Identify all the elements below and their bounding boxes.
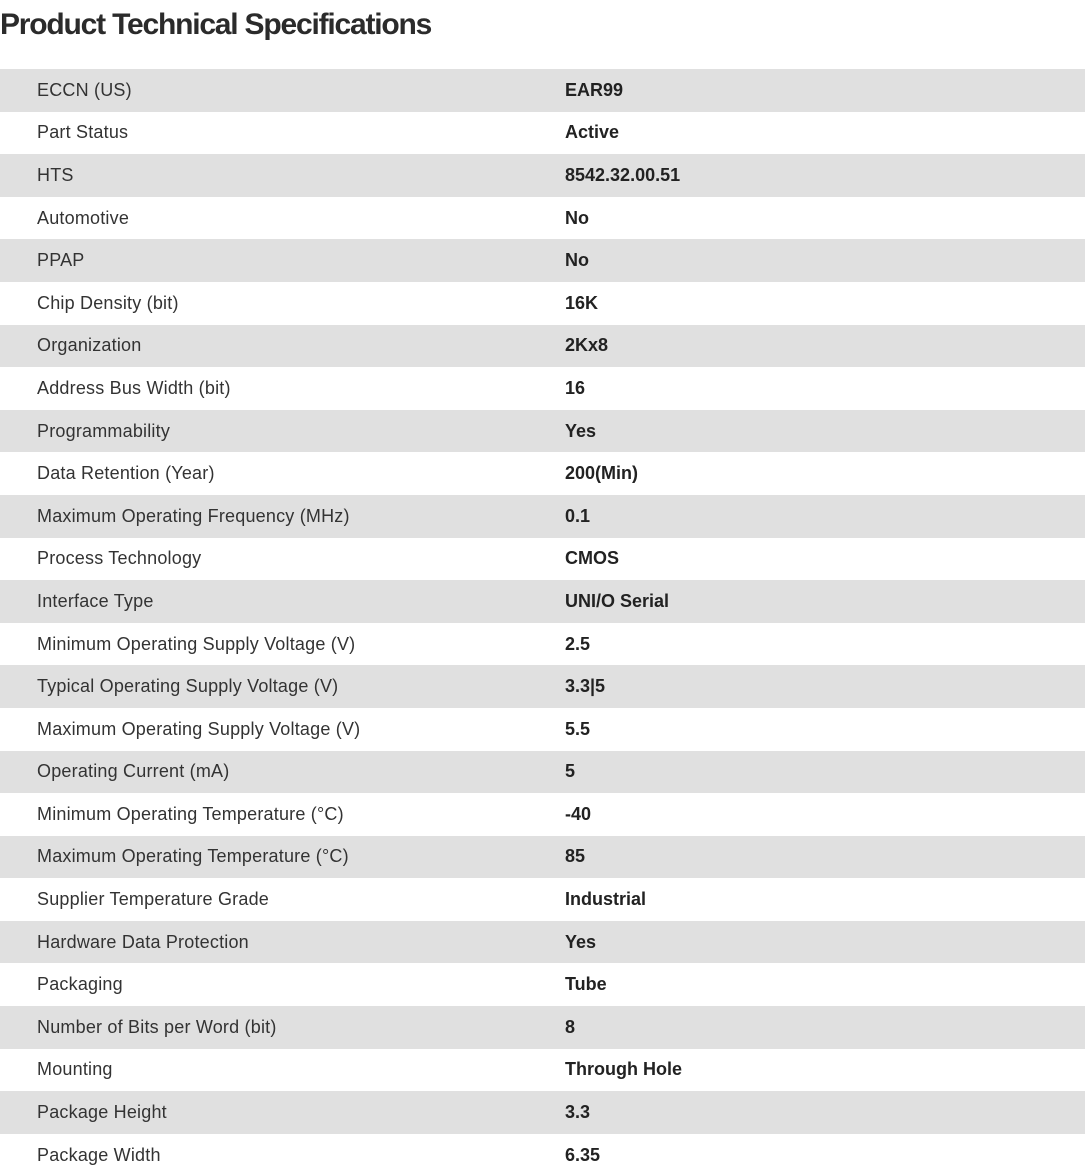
spec-value: 200(Min) [565, 463, 639, 484]
spec-value: 5 [565, 761, 576, 782]
spec-value: 3.3|5 [565, 676, 606, 697]
spec-label: Chip Density (bit) [37, 292, 179, 313]
spec-label: Number of Bits per Word (bit) [37, 1016, 277, 1037]
spec-value: 16K [565, 292, 599, 313]
spec-row [0, 410, 1085, 453]
spec-row [0, 197, 1085, 240]
spec-label: Typical Operating Supply Voltage (V) [37, 676, 339, 697]
spec-row [0, 751, 1085, 794]
spec-label: Process Technology [37, 548, 202, 569]
spec-value: 8542.32.00.51 [565, 164, 681, 185]
spec-row [0, 538, 1085, 581]
spec-row [0, 1049, 1085, 1092]
spec-label: Package Width [37, 1144, 161, 1165]
spec-row [0, 367, 1085, 410]
spec-label: Data Retention (Year) [37, 463, 215, 484]
spec-value: 2.5 [565, 633, 591, 654]
spec-row [0, 495, 1085, 538]
spec-value: Active [565, 122, 620, 143]
spec-row [0, 1091, 1085, 1134]
spec-value: 85 [565, 846, 586, 867]
spec-row [0, 452, 1085, 495]
spec-value: No [565, 250, 589, 271]
spec-value: 6.35 [565, 1144, 601, 1165]
spec-value: EAR99 [565, 79, 624, 100]
spec-row [0, 580, 1085, 623]
spec-label: Hardware Data Protection [37, 931, 249, 952]
spec-value: Through Hole [565, 1059, 682, 1080]
spec-row [0, 69, 1085, 112]
spec-label: Package Height [37, 1102, 167, 1123]
spec-label: Maximum Operating Temperature (°C) [37, 846, 349, 867]
spec-value: 3.3 [565, 1102, 591, 1123]
spec-label: Minimum Operating Supply Voltage (V) [37, 633, 356, 654]
spec-row [0, 1006, 1085, 1049]
spec-value: CMOS [565, 548, 619, 569]
spec-table [0, 69, 1085, 1176]
spec-value: 0.1 [565, 505, 591, 526]
spec-row [0, 623, 1085, 666]
spec-value: 8 [565, 1016, 576, 1037]
spec-value: Tube [565, 974, 607, 995]
spec-label: Supplier Temperature Grade [37, 889, 269, 910]
spec-label: Automotive [37, 207, 130, 228]
spec-row [0, 793, 1085, 836]
spec-value: Yes [565, 931, 597, 952]
spec-value: Industrial [565, 889, 647, 910]
spec-label: Organization [37, 335, 142, 356]
spec-row [0, 963, 1085, 1006]
spec-row [0, 282, 1085, 325]
spec-row [0, 836, 1085, 879]
spec-value: -40 [565, 803, 592, 824]
spec-value: No [565, 207, 589, 228]
spec-row [0, 708, 1085, 751]
spec-row [0, 239, 1085, 282]
spec-value: 16 [565, 377, 586, 398]
spec-value: 2Kx8 [565, 335, 609, 356]
spec-row [0, 112, 1085, 155]
spec-label: Interface Type [37, 590, 154, 611]
spec-label: Operating Current (mA) [37, 761, 230, 782]
spec-row [0, 1134, 1085, 1176]
spec-label: Address Bus Width (bit) [37, 377, 231, 398]
spec-label: Mounting [37, 1059, 113, 1080]
spec-label: Programmability [37, 420, 171, 441]
spec-label: ECCN (US) [37, 79, 132, 100]
spec-row [0, 921, 1085, 964]
spec-value: Yes [565, 420, 597, 441]
spec-label: Part Status [37, 122, 129, 143]
spec-label: Minimum Operating Temperature (°C) [37, 803, 344, 824]
page-title: Product Technical Specifications [0, 8, 432, 41]
spec-row [0, 665, 1085, 708]
spec-label: Maximum Operating Frequency (MHz) [37, 505, 350, 526]
spec-row [0, 878, 1085, 921]
spec-row [0, 154, 1085, 197]
spec-value: UNI/O Serial [565, 590, 670, 611]
spec-row [0, 325, 1085, 368]
spec-label: HTS [37, 164, 74, 185]
spec-label: Packaging [37, 974, 123, 995]
spec-label: PPAP [37, 250, 85, 271]
spec-label: Maximum Operating Supply Voltage (V) [37, 718, 361, 739]
spec-value: 5.5 [565, 718, 591, 739]
